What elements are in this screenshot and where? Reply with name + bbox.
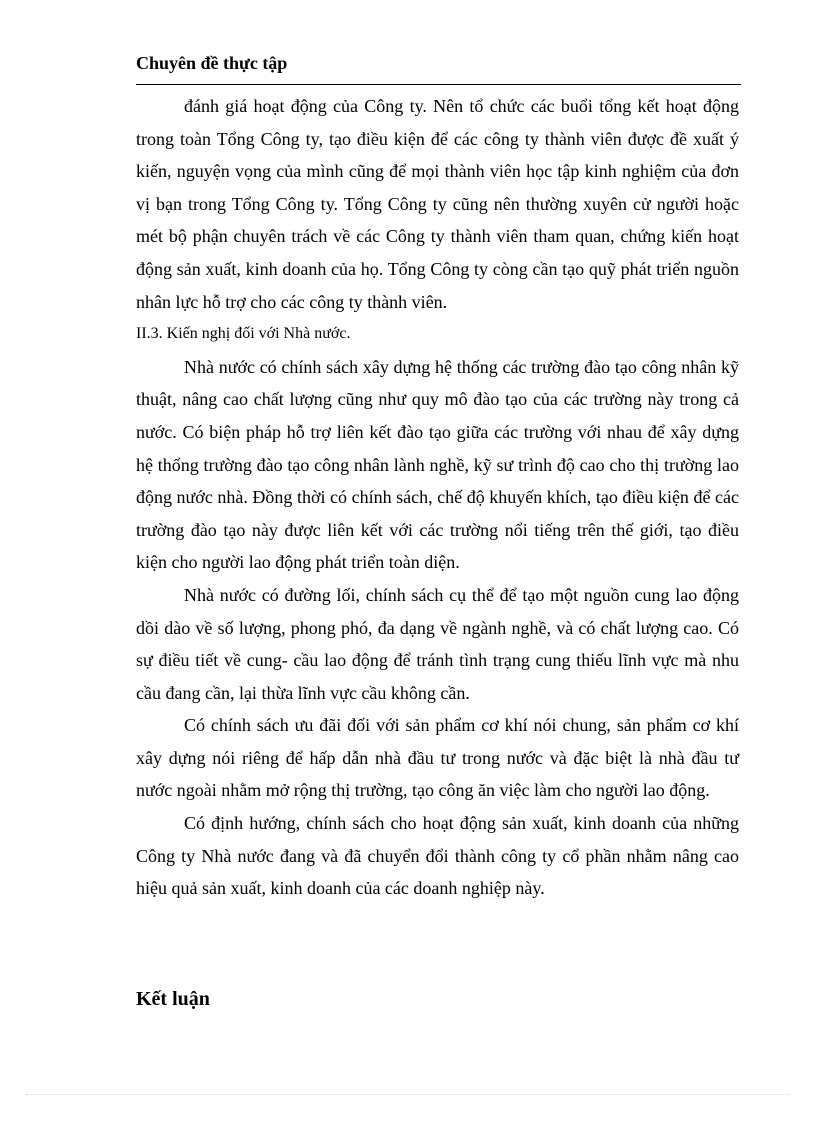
- page-header: [136, 52, 741, 74]
- document-body: [136, 90, 739, 905]
- paragraph-continuation: đánh giá hoạt động của Công ty. Nên tổ chức các buổi tổng kết hoạt động trong toàn Tổng Công ty, tạo điều kiện để các công ty thành viên được đề xuất ý kiến, nguyện vọng của mình cũng để mọi thành viên học tập kinh nghiệm của đơn vị bạn trong Tổng Công ty. Tổng Công ty cũng nên thường xuyên cử người hoặc mét bộ phận chuyên trách về các Công ty thành viên tham quan, chứng kiến hoạt động sản xuất, kinh doanh của họ. Tổng Công ty còng cần tạo quỹ phát triển nguồn nhân lực hỗ trợ cho các công ty thành viên.: [136, 96, 739, 312]
- header-title: Chuyên đề thực tập: [136, 53, 288, 73]
- header-divider: [136, 84, 741, 85]
- paragraph: Nhà nước có đường lối, chính sách cụ thể để tạo một nguồn cung lao động dồi dào về số lượng, phong phó, đa dạng về ngành nghề, và có chất lượng cao. Có sự điều tiết về cung- cầu lao động để tránh tình trạng cung thiếu lĩnh vực mà nhu cầu đang cần, lại thừa lĩnh vực cầu không cần.: [136, 584, 739, 703]
- section-heading: II.3. Kiến nghị đối với Nhà nước.: [136, 325, 351, 343]
- paragraph: Nhà nước có chính sách xây dựng hệ thống các trường đào tạo công nhân kỹ thuật, nâng cao chất lượng cũng như quy mô đào tạo của các trường này trong cả nước. Có biện pháp hỗ trợ liên kết đào tạo giữa các trường với nhau để xây dựng hệ thống trường đào tạo công nhân lành nghề, kỹ sư trình độ cao cho thị trường lao động nước nhà. Đồng thời có chính sách, chế độ khuyến khích, tạo điều kiện để các trường đào tạo này được liên kết với các trường nổi tiếng trên thế giới, tạo điều kiện cho người lao động phát triển toàn diện.: [136, 356, 739, 573]
- paragraph: Có chính sách ưu đãi đối với sản phẩm cơ khí nói chung, sản phẩm cơ khí xây dựng nói riêng để hấp dẫn nhà đầu tư trong nước và đặc biệt là nhà đầu tư nước ngoài nhằm mở rộng thị trường, tạo công ăn việc làm cho người lao động.: [136, 715, 739, 801]
- page-bottom-divider: [26, 1094, 790, 1095]
- paragraph: Có định hướng, chính sách cho hoạt động sản xuất, kinh doanh của những Công ty Nhà nước đang và đã chuyển đổi thành công ty cổ phần nhằm nâng cao hiệu quả sản xuất, kinh doanh của các doanh nghiệp này.: [136, 813, 739, 899]
- conclusion-heading: Kết luận: [136, 988, 210, 1010]
